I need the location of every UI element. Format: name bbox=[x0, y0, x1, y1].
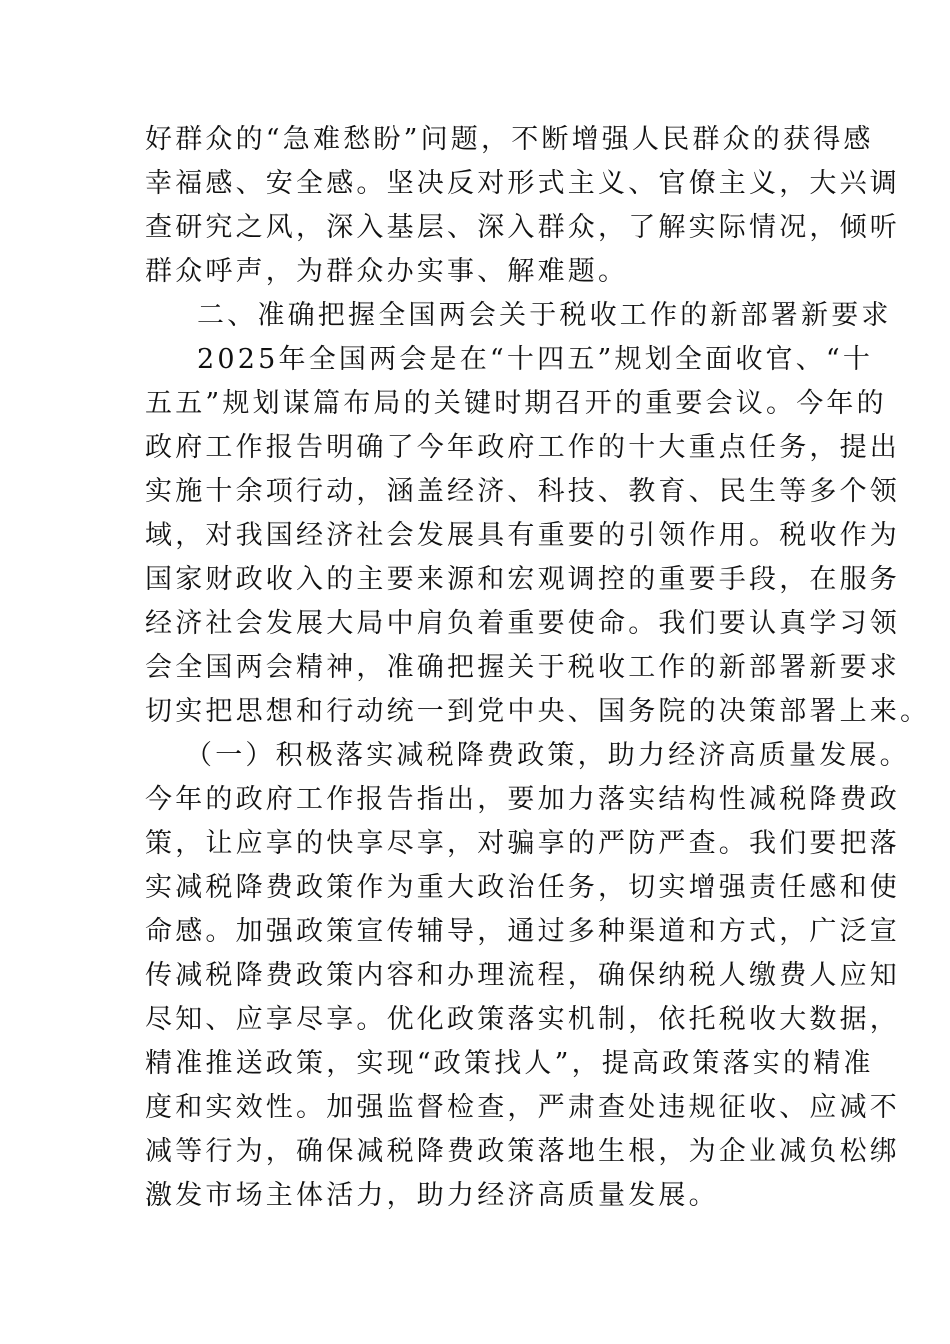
text-line: 经济社会发展大局中肩负着重要使命。我们要认真学习领 bbox=[145, 608, 900, 639]
text-line: 传减税降费政策内容和办理流程，确保纳税人缴费人应知 bbox=[145, 960, 900, 991]
text-line: 五五”规划谋篇布局的关键时期召开的重要会议。今年的 bbox=[145, 388, 887, 419]
subsection-heading: （一）积极落实减税降费政策，助力经济高质量发展。 bbox=[185, 740, 910, 771]
text-line: 政府工作报告明确了今年政府工作的十大重点任务，提出 bbox=[145, 432, 900, 463]
text-line: 实施十余项行动，涵盖经济、科技、教育、民生等多个领 bbox=[145, 476, 900, 507]
text-line: 域，对我国经济社会发展具有重要的引领作用。税收作为 bbox=[145, 520, 900, 551]
text-line: 策，让应享的快享尽享，对骗享的严防严查。我们要把落 bbox=[145, 828, 900, 859]
text-line: 度和实效性。加强监督检查，严肃查处违规征收、应减不 bbox=[145, 1092, 900, 1123]
text-line: 精准推送政策，实现“政策找人”，提高政策落实的精准 bbox=[145, 1048, 874, 1079]
text-line: 今年的政府工作报告指出，要加力落实结构性减税降费政 bbox=[145, 784, 900, 815]
text-line: 会全国两会精神，准确把握关于税收工作的新部署新要求 bbox=[145, 652, 900, 683]
text-line: 幸福感、安全感。坚决反对形式主义、官僚主义，大兴调 bbox=[145, 168, 900, 199]
text-line: 国家财政收入的主要来源和宏观调控的重要手段，在服务 bbox=[145, 564, 900, 595]
text-line: 命感。加强政策宣传辅导，通过多种渠道和方式，广泛宣 bbox=[145, 916, 900, 947]
text-line: 好群众的“急难愁盼”问题，不断增强人民群众的获得感 bbox=[145, 124, 874, 155]
text-line: 实减税降费政策作为重大政治任务，切实增强责任感和使 bbox=[145, 872, 900, 903]
text-line: 群众呼声，为群众办实事、解难题。 bbox=[145, 256, 629, 287]
text-line: 尽知、应享尽享。优化政策落实机制，依托税收大数据， bbox=[145, 1004, 900, 1035]
text-line: 减等行为，确保减税降费政策落地生根，为企业减负松绑 bbox=[145, 1136, 900, 1167]
text-line: 2025年全国两会是在“十四五”规划全面收官、“十 bbox=[197, 344, 874, 375]
text-line: 切实把思想和行动统一到党中央、国务院的决策部署上来。 bbox=[145, 696, 931, 727]
text-line: 查研究之风，深入基层、深入群众，了解实际情况，倾听 bbox=[145, 212, 900, 243]
text-line: 激发市场主体活力，助力经济高质量发展。 bbox=[145, 1180, 719, 1211]
section-heading: 二、准确把握全国两会关于税收工作的新部署新要求 bbox=[197, 300, 892, 331]
